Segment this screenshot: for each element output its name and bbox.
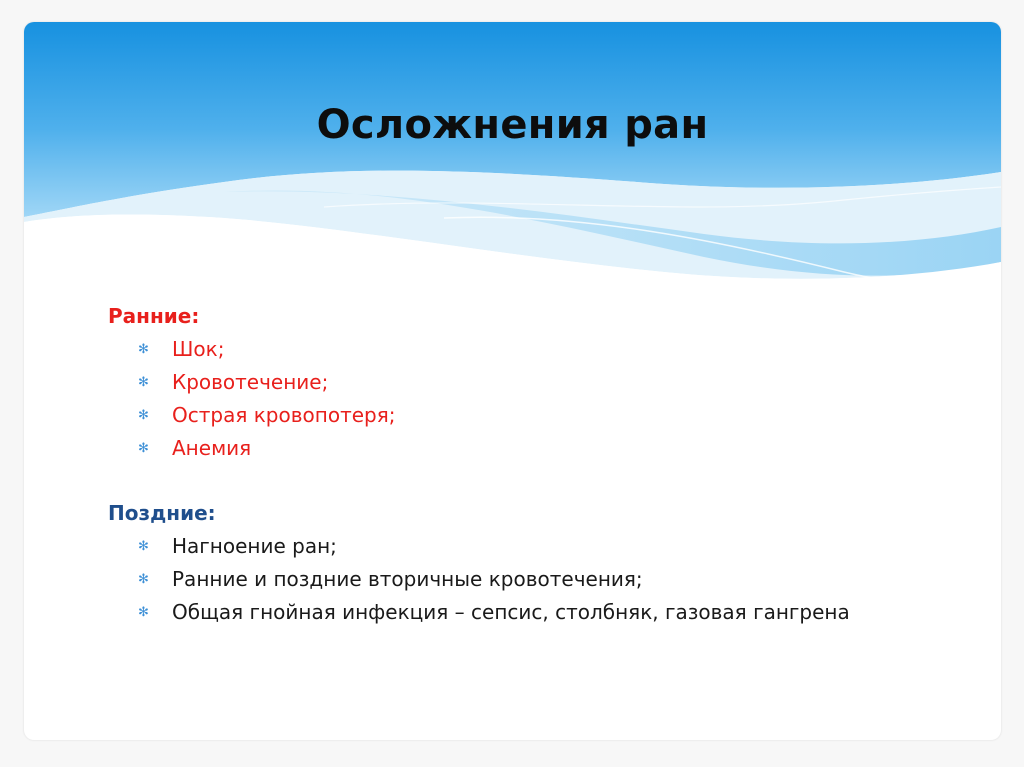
- list-item-text: Кровотечение;: [172, 370, 329, 394]
- list-item-text: Общая гнойная инфекция – сепсис, столбняк, газовая гангрена: [172, 600, 850, 624]
- asterisk-icon: ✻: [138, 539, 149, 554]
- slide-title: Осложнения ран: [316, 102, 709, 148]
- asterisk-icon: ✻: [138, 375, 149, 390]
- list-item-text: Ранние и поздние вторичные кровотечения;: [172, 567, 643, 591]
- list-item: [108, 533, 968, 559]
- late-section-heading: Поздние:: [108, 501, 216, 525]
- early-complications-list: [108, 336, 968, 461]
- list-item-text: Острая кровопотеря;: [172, 403, 396, 427]
- list-item-text: Нагноение ран;: [172, 534, 337, 558]
- early-section-heading: Ранние:: [108, 304, 200, 328]
- slide: [24, 22, 1001, 740]
- list-item: [108, 369, 968, 395]
- asterisk-icon: ✻: [138, 408, 149, 423]
- slide-content: [108, 304, 968, 632]
- list-item-text: Анемия: [172, 436, 252, 460]
- list-item: [108, 402, 968, 428]
- asterisk-icon: ✻: [138, 605, 149, 620]
- asterisk-icon: ✻: [138, 441, 149, 456]
- list-item: [108, 599, 968, 625]
- asterisk-icon: ✻: [138, 572, 149, 587]
- list-item: [108, 435, 968, 461]
- list-item-text: Шок;: [172, 337, 225, 361]
- asterisk-icon: ✻: [138, 342, 149, 357]
- late-complications-list: [108, 533, 968, 625]
- header-wave-decoration: [24, 22, 1001, 312]
- list-item: [108, 566, 968, 592]
- list-item: [108, 336, 968, 362]
